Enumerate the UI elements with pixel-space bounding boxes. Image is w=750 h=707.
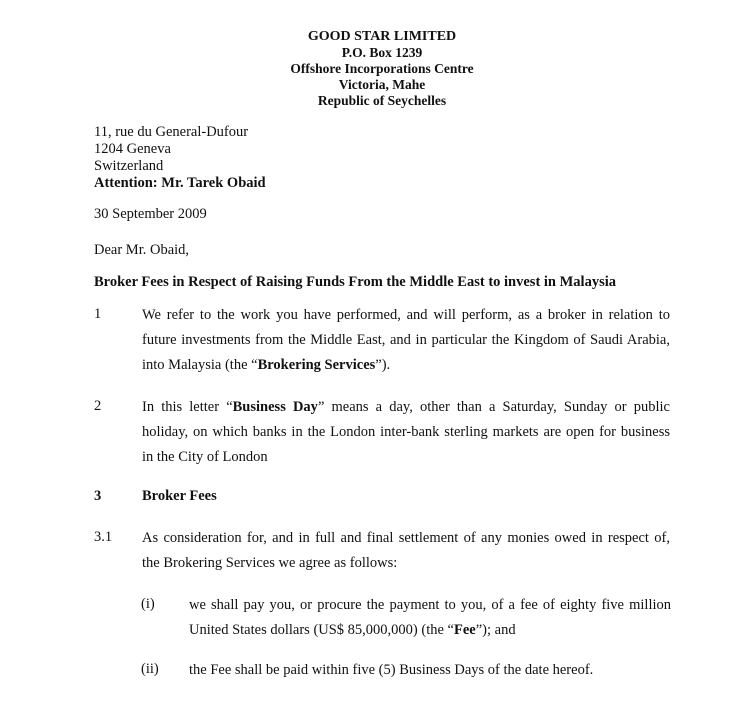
letterhead-city: Victoria, Mahe <box>338 77 426 92</box>
paragraph-text <box>142 395 670 470</box>
text-line <box>189 618 671 643</box>
defined-term: Business Day <box>232 399 318 415</box>
text-line: holiday, on which banks in the London inter-bank sterling markets are open for business <box>142 424 670 440</box>
recipient-street: 11, rue du General-Dufour <box>94 124 249 140</box>
letter-date: 30 September 2009 <box>94 206 207 222</box>
text-run: In this letter “ <box>142 399 233 415</box>
text-line <box>142 395 670 420</box>
salutation: Dear Mr. Obaid, <box>94 242 190 258</box>
text-run: ”); and <box>475 622 516 638</box>
paragraph-number: 1 <box>94 306 102 322</box>
text-run: ”). <box>375 357 391 373</box>
recipient-address <box>94 124 266 192</box>
text-run: into Malaysia (the “ <box>142 357 258 373</box>
subject-line: Broker Fees in Respect of Raising Funds From the Middle East to invest in Malaysia <box>94 274 616 290</box>
text-line: the Brokering Services we agree as follows: <box>142 555 398 571</box>
paragraph-text <box>142 526 670 576</box>
list-item-text <box>189 658 671 683</box>
list-item-number: (ii) <box>141 661 159 677</box>
text-run: United States dollars (US$ 85,000,000) (the “ <box>189 622 454 638</box>
list-item-text <box>189 593 671 643</box>
section-title: Broker Fees <box>142 488 217 504</box>
letterhead <box>0 29 750 109</box>
text-run: ” means a day, other than a Saturday, Sunday or public <box>317 399 670 415</box>
list-item-number: (i) <box>141 596 155 612</box>
text-line: future investments from the Middle East, and in particular the Kingdom of Saudi Arabia, <box>142 332 670 348</box>
text-line: We refer to the work you have performed, and will perform, as a broker in relation to <box>142 307 670 323</box>
text-line <box>142 353 670 378</box>
letterhead-centre: Offshore Incorporations Centre <box>290 61 474 76</box>
text-line: the Fee shall be paid within five (5) Business Days of the date hereof. <box>189 662 594 678</box>
paragraph-number: 2 <box>94 398 102 414</box>
paragraph-text <box>142 303 670 378</box>
defined-term: Fee <box>454 622 476 638</box>
recipient-country: Switzerland <box>94 158 164 174</box>
recipient-city: 1204 Geneva <box>94 141 171 157</box>
paragraph-number: 3.1 <box>94 529 113 545</box>
text-line: in the City of London <box>142 449 268 465</box>
defined-term: Brokering Services <box>257 357 376 373</box>
letterhead-po-box: P.O. Box 1239 <box>341 45 423 60</box>
letterhead-country: Republic of Seychelles <box>317 93 447 108</box>
company-name: GOOD STAR LIMITED <box>307 29 457 44</box>
section-number: 3 <box>94 488 102 504</box>
text-line: we shall pay you, or procure the payment to you, of a fee of eighty five million <box>189 597 671 613</box>
recipient-attention: Attention: Mr. Tarek Obaid <box>94 175 266 191</box>
text-line: As consideration for, and in full and final settlement of any monies owed in respect of, <box>142 530 670 546</box>
